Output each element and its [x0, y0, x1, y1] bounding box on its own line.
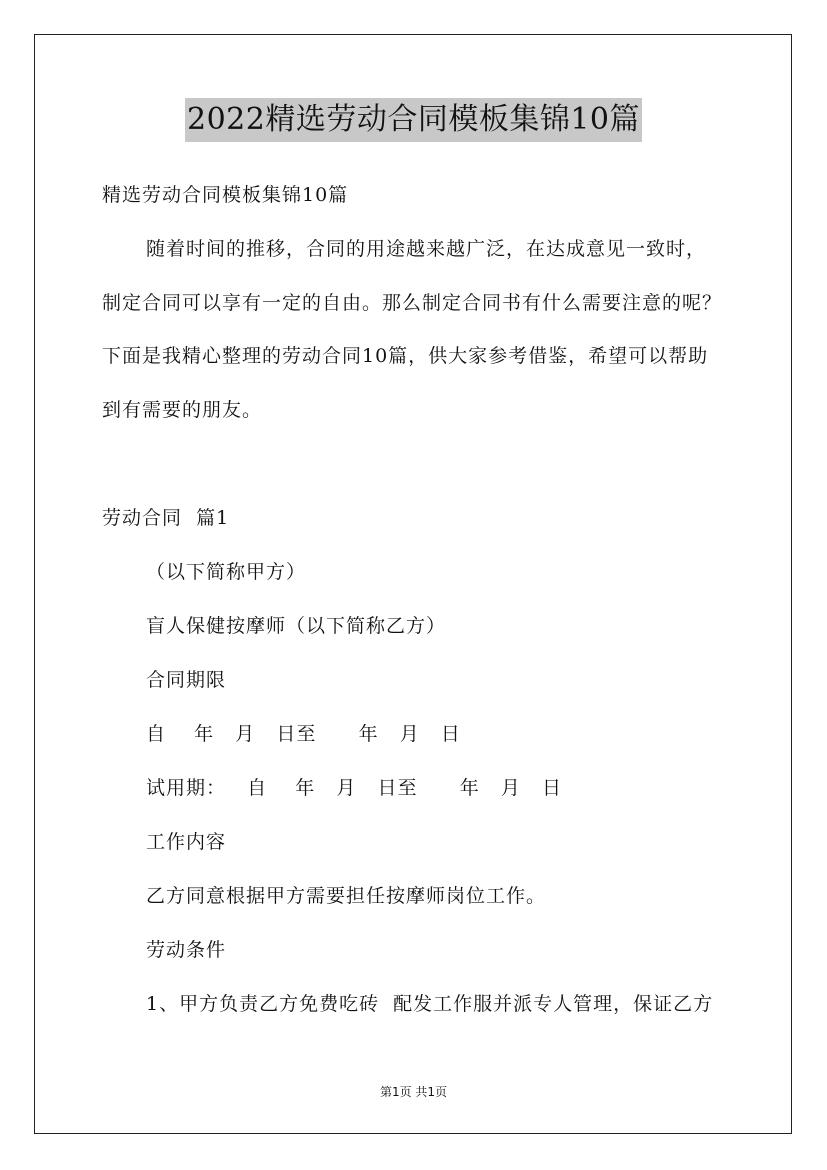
body-line: （以下简称甲方）: [146, 561, 307, 583]
body-line: 工作内容: [146, 831, 227, 853]
title-container: [0, 98, 827, 142]
body-line: 盲人保健按摩师（以下简称乙方）: [146, 615, 447, 637]
body-line: 劳动条件: [146, 939, 227, 961]
body-line: 1、甲方负责乙方免费吃砖 配发工作服并派专人管理，保证乙方: [146, 993, 714, 1015]
body-line: 乙方同意根据甲方需要担任按摩师岗位工作。: [146, 885, 547, 907]
body-line: 试用期： 自 年 月 日至 年 月 日: [146, 777, 562, 799]
document-subtitle: 精选劳动合同模板集锦10篇: [102, 184, 349, 206]
intro-line: 下面是我精心整理的劳动合同10篇，供大家参考借鉴，希望可以帮助: [102, 345, 709, 367]
document-title: 2022精选劳动合同模板集锦10篇: [185, 98, 642, 142]
page-footer: 第1页 共1页: [379, 1085, 448, 1099]
intro-line: 制定合同可以享有一定的自由。那么制定合同书有什么需要注意的呢？: [102, 292, 723, 314]
body-line: 合同期限: [146, 669, 227, 691]
intro-line: 到有需要的朋友。: [102, 399, 263, 421]
intro-line: 随着时间的推移，合同的用途越来越广泛，在达成意见一致时，: [146, 238, 707, 260]
body-line: 自 年 月 日至 年 月 日: [146, 723, 461, 745]
section-heading: 劳动合同 篇1: [102, 507, 230, 529]
